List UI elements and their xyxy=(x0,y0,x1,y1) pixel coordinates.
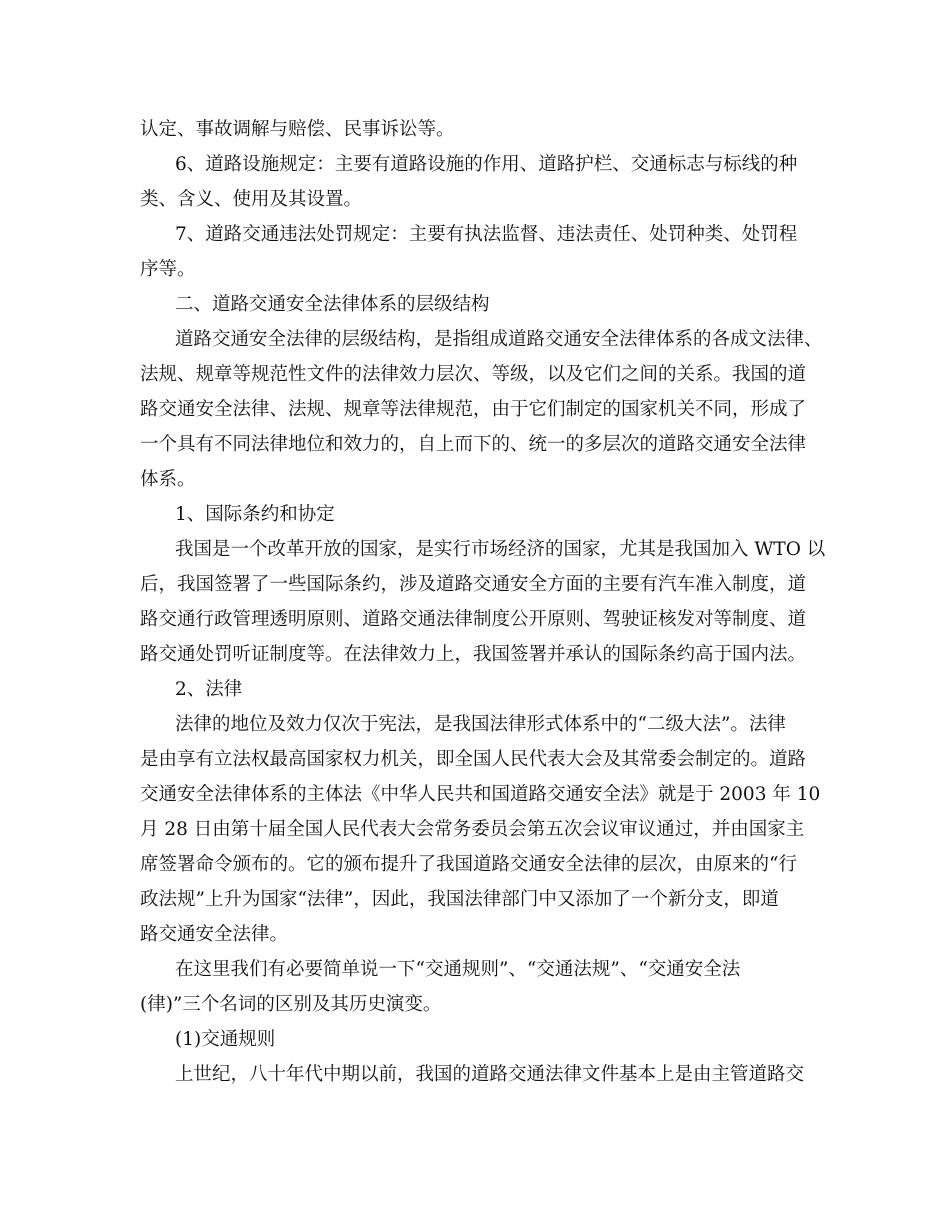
text-line: 一个具有不同法律地位和效力的，自上而下的、统一的多层次的道路交通安全法律 xyxy=(140,434,807,455)
text-line: 月 28 日由第十届全国人民代表大会常务委员会第五次会议审议通过，并由国家主 xyxy=(140,819,805,840)
text-line: (律)”三个名词的区别及其历史演变。 xyxy=(140,994,442,1015)
text-line: 席签署命令颁布的。它的颁布提升了我国道路交通安全法律的层次，由原来的“行 xyxy=(140,854,797,875)
text-line: 是由享有立法权最高国家权力机关，即全国人民代表大会及其常委会制定的。道路 xyxy=(140,749,807,770)
text-line: 政法规”上升为国家“法律”，因此，我国法律部门中又添加了一个新分支，即道 xyxy=(140,889,779,910)
text-line: 认定、事故调解与赔偿、民事诉讼等。 xyxy=(140,119,455,140)
text-line: 在这里我们有必要简单说一下“交通规则”、“交通法规”、“交通安全法 xyxy=(175,959,741,980)
subsection-heading: 1、国际条约和协定 xyxy=(175,504,335,525)
subsection-heading: 2、法律 xyxy=(175,679,243,700)
text-line: 类、含义、使用及其设置。 xyxy=(140,189,363,210)
text-line: 交通安全法律体系的主体法《中华人民共和国道路交通安全法》就是于 2003 年 10 xyxy=(140,784,821,805)
text-line: 路交通行政管理透明原则、道路交通法律制度公开原则、驾驶证核发对等制度、道 xyxy=(140,609,807,630)
text-line: 法律的地位及效力仅次于宪法，是我国法律形式体系中的“二级大法”。法律 xyxy=(175,714,786,735)
text-line: 6、道路设施规定：主要有道路设施的作用、道路护栏、交通标志与标线的种 xyxy=(175,154,798,175)
section-heading: 二、道路交通安全法律体系的层级结构 xyxy=(175,294,490,315)
text-line: 路交通处罚听证制度等。在法律效力上，我国签署并承认的国际条约高于国内法。 xyxy=(140,644,807,665)
text-line: 我国是一个改革开放的国家，是实行市场经济的国家，尤其是我国加入 WTO 以 xyxy=(175,539,826,560)
text-line: 路交通安全法律。 xyxy=(140,924,289,945)
text-line: 体系。 xyxy=(140,469,196,490)
text-line: 后，我国签署了一些国际条约，涉及道路交通安全方面的主要有汽车准入制度，道 xyxy=(140,574,807,595)
subsection-heading: (1)交通规则 xyxy=(175,1029,276,1050)
text-line: 路交通安全法律、法规、规章等法律规范，由于它们制定的国家机关不同，形成了 xyxy=(140,399,807,420)
text-line: 上世纪，八十年代中期以前，我国的道路交通法律文件基本上是由主管道路交 xyxy=(175,1064,805,1085)
text-line: 法规、规章等规范性文件的法律效力层次、等级，以及它们之间的关系。我国的道 xyxy=(140,364,807,385)
text-line: 7、道路交通违法处罚规定：主要有执法监督、违法责任、处罚种类、处罚程 xyxy=(175,224,798,245)
text-line: 序等。 xyxy=(140,259,196,280)
text-line: 道路交通安全法律的层级结构，是指组成道路交通安全法律体系的各成文法律、 xyxy=(175,329,823,350)
